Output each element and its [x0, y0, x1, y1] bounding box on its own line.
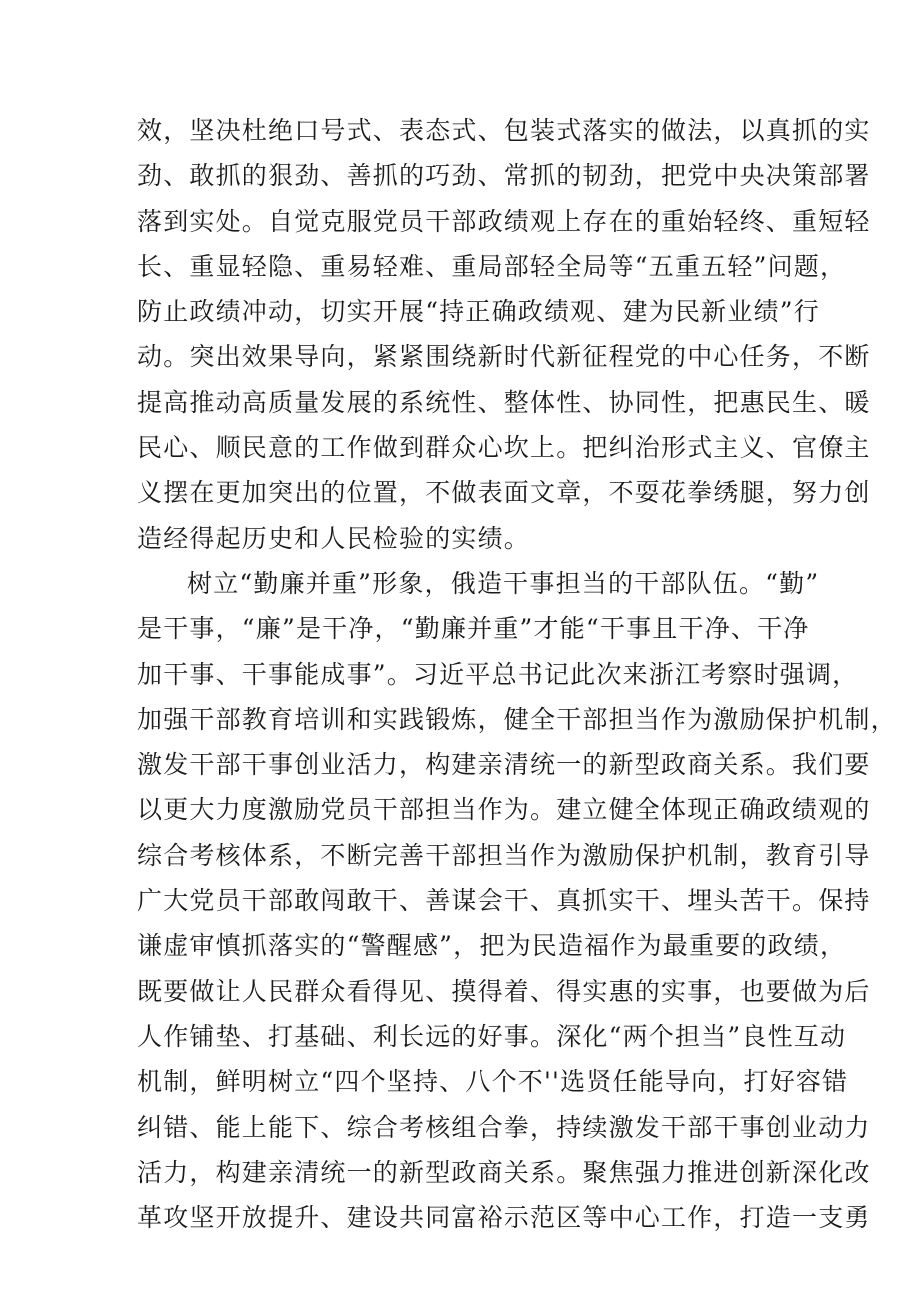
text-line: 民心、顺民意的工作做到群众心坎上。把纠治形式主义、官僚主 — [137, 433, 871, 463]
text-line: 义摆在更加突出的位置，不做表面文章，不耍花拳绣腿，努力创 — [137, 478, 871, 508]
text-line: 革攻坚开放提升、建设共同富裕示范区等中心工作，打造一支勇 — [137, 1203, 871, 1233]
text-line: 防止政绩冲动，切实开展“持正确政绩观、建为民新业绩”行 — [137, 297, 820, 327]
text-line: 广大党员干部敢闯敢干、善谋会干、真抓实干、埋头苦干。保持 — [137, 886, 871, 916]
text-line: 以更大力度激励党员干部担当作为。建立健全体现正确政绩观的 — [137, 795, 871, 825]
text-line: 长、重显轻隐、重易轻难、重局部轻全局等“五重五轻”问题， — [137, 251, 847, 281]
text-line: 既要做让人民群众看得见、摸得着、得实惠的实事，也要做为后 — [137, 976, 871, 1006]
text-line: 谦虚审慎抓落实的“警醒感”，把为民造福作为最重要的政绩， — [137, 931, 847, 961]
text-line: 动。突出效果导向，紧紧围绕新时代新征程党的中心任务，不断 — [137, 342, 871, 372]
text-line: 是干事，“廉”是干净，“勤廉并重”才能“干事且干净、干净 — [137, 614, 810, 644]
body-text — [137, 108, 897, 1240]
text-line: 劲、敢抓的狠劲、善抓的巧劲、常抓的韧劲，把党中央决策部署 — [137, 161, 871, 191]
text-line: 落到实处。自觉克服党员干部政绩观上存在的重始轻终、重短轻 — [137, 206, 871, 236]
text-line: 综合考核体系，不断完善干部担当作为激励保护机制，教育引导 — [137, 840, 871, 870]
text-line: 树立“勤廉并重”形象，俄造干事担当的干部队伍。“勤” — [187, 568, 820, 598]
text-line: 机制，鲜明树立“四个坚持、八个不''选贤任能导向，打好容错 — [137, 1067, 849, 1097]
text-line: 活力，构建亲清统一的新型政商关系。聚焦强力推进创新深化改 — [137, 1157, 871, 1187]
text-line: 加强干部教育培训和实践锻炼，健全干部担当作为激励保护机制， — [137, 704, 897, 734]
text-line: 提高推动高质量发展的系统性、整体性、协同性，把惠民生、暖 — [137, 387, 871, 417]
text-line: 人作铺垫、打基础、利长远的好事。深化“两个担当”良性互动 — [137, 1021, 847, 1051]
text-line: 加干事、干事能成事”。习近平总书记此次来浙江考察时强调， — [137, 659, 859, 689]
text-line: 造经得起历史和人民检验的实绩。 — [137, 523, 531, 553]
text-line: 效，坚决杜绝口号式、表态式、包装式落实的做法，以真抓的实 — [137, 116, 871, 145]
text-line: 纠错、能上能下、综合考核组合拳，持续激发干部干事创业动力 — [137, 1112, 871, 1142]
text-line: 激发干部干事创业活力，构建亲清统一的新型政商关系。我们要 — [137, 750, 871, 780]
